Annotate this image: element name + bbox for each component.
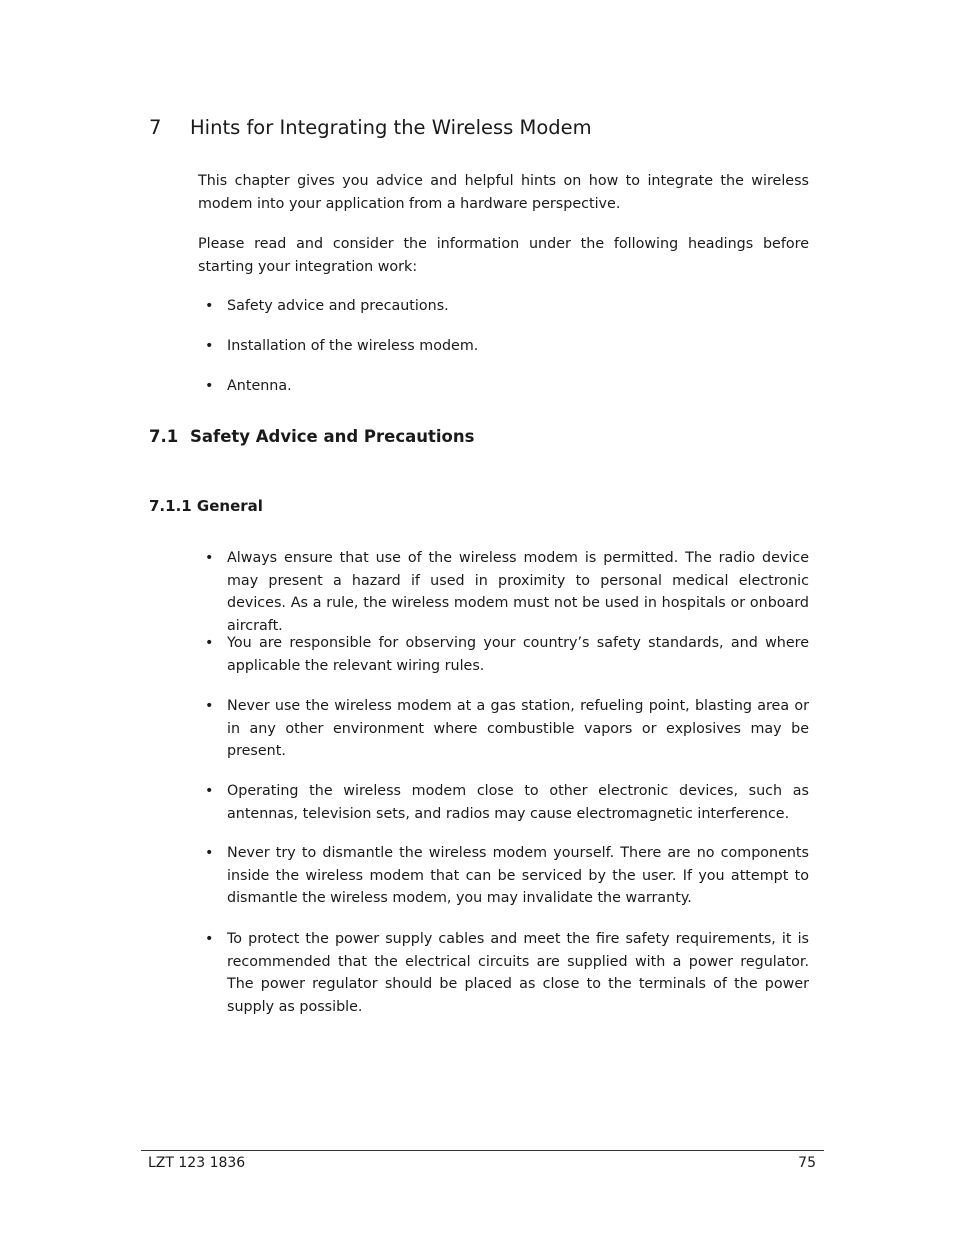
chapter-number: 7: [149, 116, 162, 139]
bullet-icon: •: [205, 298, 214, 314]
list-item-text: Safety advice and precautions.: [227, 298, 449, 314]
list-item-text: To protect the power supply cables and meet the fire safety requirements, it is recommended that the electrical circuits are supplied with a power regulator. The power regulator should be placed as close to the terminals of the power supply as possible.: [227, 931, 809, 1015]
bullet-icon: •: [205, 931, 214, 947]
section-number: 7.1: [149, 427, 179, 446]
bullet-icon: •: [205, 698, 214, 714]
intro-paragraph: Please read and consider the information under the following headings before starting your integration work:: [198, 236, 809, 275]
list-item: [205, 928, 809, 1018]
section-heading: [149, 427, 474, 446]
list-item: [205, 335, 809, 358]
bullet-icon: •: [205, 845, 214, 861]
section-title: Safety Advice and Precautions: [190, 427, 475, 446]
list-item: [205, 547, 809, 637]
list-item-text: Never use the wireless modem at a gas station, refueling point, blasting area or in any other environment where combustible vapors or explosives may be present.: [227, 698, 809, 760]
subsection-heading: 7.1.1 General: [149, 497, 263, 515]
list-item-text: Always ensure that use of the wireless modem is permitted. The radio device may present a hazard if used in proximity to personal medical electronic devices. As a rule, the wireless modem must not be used in hospitals or onboard aircraft.: [227, 550, 809, 634]
intro-paragraph: This chapter gives you advice and helpful hints on how to integrate the wireless modem into your application from a hardware perspective.: [198, 173, 809, 212]
list-item-text: Installation of the wireless modem.: [227, 338, 479, 354]
list-item: [205, 780, 809, 825]
bullet-icon: •: [205, 783, 214, 799]
chapter-heading: [149, 116, 592, 139]
list-item-text: You are responsible for observing your country’s safety standards, and where applicable the relevant wiring rules.: [227, 635, 809, 674]
bullet-icon: •: [205, 378, 214, 394]
list-item: [205, 295, 809, 318]
list-item: [205, 695, 809, 763]
bullet-icon: •: [205, 550, 214, 566]
chapter-title: Hints for Integrating the Wireless Modem: [190, 116, 592, 139]
document-id: LZT 123 1836: [148, 1155, 246, 1171]
list-item: [205, 375, 809, 398]
list-item-text: Antenna.: [227, 378, 292, 394]
bullet-icon: •: [205, 635, 214, 651]
list-item-text: Never try to dismantle the wireless modem yourself. There are no components inside the wireless modem that can be serviced by the user. If you attempt to dismantle the wireless modem, you may invalidate the warranty.: [227, 845, 809, 907]
footer-divider: [141, 1150, 824, 1151]
list-item: [205, 632, 809, 677]
page-number: 75: [798, 1155, 816, 1171]
bullet-icon: •: [205, 338, 214, 354]
list-item: [205, 842, 809, 910]
list-item-text: Operating the wireless modem close to other electronic devices, such as antennas, television sets, and radios may cause electromagnetic interference.: [227, 783, 809, 822]
